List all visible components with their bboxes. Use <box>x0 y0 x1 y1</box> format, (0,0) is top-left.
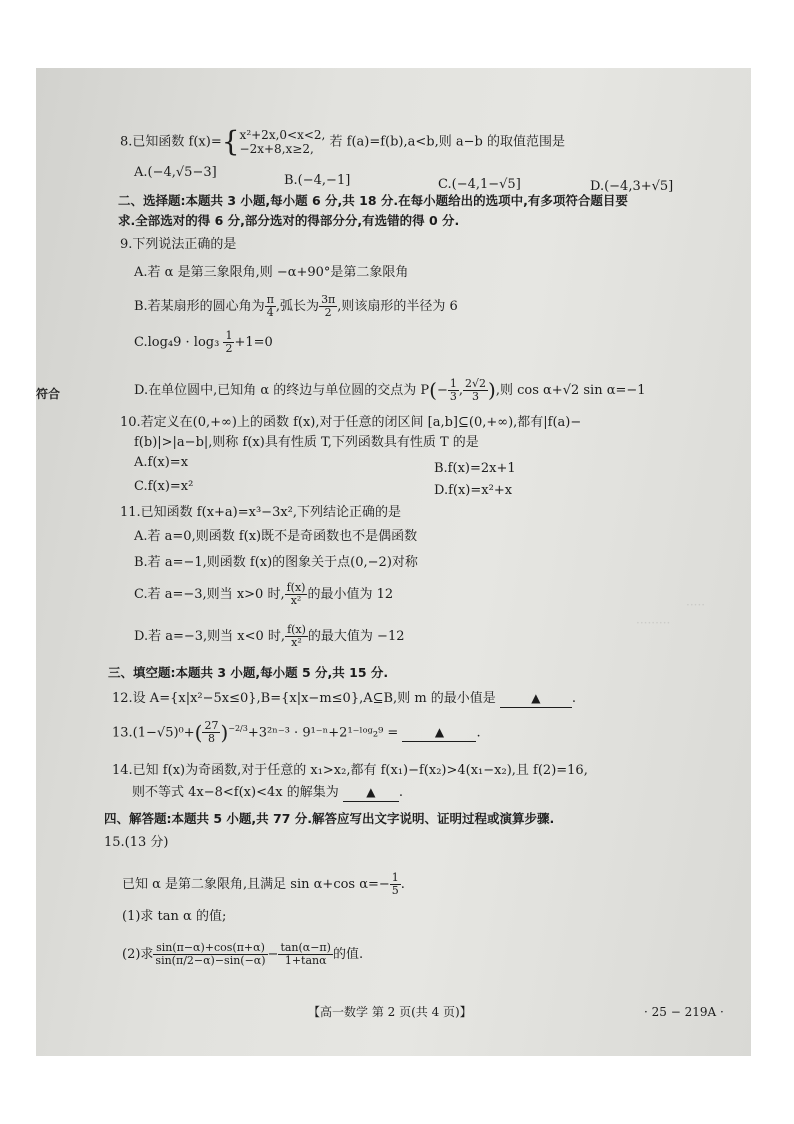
q9-stem: 9.下列说法正确的是 <box>120 237 237 252</box>
q15-given-end: . <box>400 877 405 892</box>
q8-option-b: B.(−4,−1] <box>284 173 351 188</box>
q9-b-pre: B.若某扇形的圆心角为 <box>134 299 265 314</box>
triangle-marker: ▲ <box>434 725 445 740</box>
q10-line1: 10.若定义在(0,+∞)上的函数 f(x),对于任意的闭区间 [a,b]⊆(0,+∞),都有|f(a)− <box>120 415 582 430</box>
q13-post: +3²ⁿ⁻³ · 9¹⁻ⁿ+2¹⁻ˡᵒᵍ₂⁹ = <box>247 725 399 741</box>
q9-option-d: D.在单位圆中,已知角 α 的终边与单位圆的交点为 P(− $\frac{1}{3}$ , $\frac{2√2}{3}$ ),则 cos α+√2 sin α=−1 <box>134 377 646 403</box>
q11-d-pre: D.若 a=−3,则当 x<0 时, <box>134 629 286 644</box>
footer-page-info: 【高一数学 第 2 页(共 4 页)】 <box>308 1005 472 1019</box>
q11-option-b: B.若 a=−1,则函数 f(x)的图象关于点(0,−2)对称 <box>134 555 418 570</box>
q9-d-frac1: $\frac{1}{3}$ <box>449 377 457 403</box>
q11-c-post: 的最小值为 12 <box>307 587 394 602</box>
q9-d-post: ,则 cos α+√2 sin α=−1 <box>495 383 646 398</box>
q8-option-c: C.(−4,1−√5] <box>438 177 521 192</box>
q10-option-d: D.f(x)=x²+x <box>434 483 513 498</box>
q9-d-frac2: $\frac{2√2}{3}$ <box>465 377 487 403</box>
q9-option-b <box>134 294 458 319</box>
q8-stem <box>120 125 565 158</box>
q15-part2 <box>122 942 363 967</box>
q15-part2-pre: (2)求 <box>122 947 154 962</box>
q13-pre: 13.(1−√5)⁰+ <box>112 725 195 741</box>
footer-code: · 25 − 219A · <box>644 1005 724 1019</box>
q15-given-pre: 已知 α 是第二象限角,且满足 sin α+cos α=− <box>122 877 390 892</box>
q8-stem-pre: 8.已知函数 f(x)= <box>120 134 222 150</box>
q15-part1: (1)求 tan α 的值; <box>122 909 227 924</box>
q10-line2: f(b)|>|a−b|,则称 f(x)具有性质 T,下列函数具有性质 T 的是 <box>134 435 479 450</box>
q14-line2-pre: 则不等式 4x−8<f(x)<4x 的解集为 <box>132 785 339 800</box>
q14-line2 <box>132 784 403 802</box>
q14-line1: 14.已知 f(x)为奇函数,对于任意的 x₁>x₂,都有 f(x₁)−f(x₂)>4(x₁−x₂),且 f(2)=16, <box>112 763 588 778</box>
q11-stem: 11.已知函数 f(x+a)=x³−3x²,下列结论正确的是 <box>120 505 402 520</box>
q11-c-frac: $\frac{f(x)}{\text{x²}}$ <box>286 581 306 607</box>
q15-frac2: $\frac{\tan(\alpha-\pi)}{1+\tan\alpha}$ <box>280 941 331 967</box>
q15-head: 15.(13 分) <box>104 835 169 850</box>
q12-answer-blank <box>500 690 572 708</box>
q15-given-frac: $\frac{1}{5}$ <box>391 871 399 897</box>
q8-stem-post: 若 f(a)=f(b),a<b,则 a−b 的取值范围是 <box>329 134 565 150</box>
section2-line2: 求.全部选对的得 6 分,部分选对的得部分分,有选错的得 0 分. <box>118 213 460 228</box>
side-text-fragment: 符合 <box>36 387 61 401</box>
q13-end: . <box>476 725 481 741</box>
q8-case1: x²+2x,0<x<2, <box>239 128 326 142</box>
q13-answer-blank <box>402 724 476 742</box>
q9-b-frac2: $\frac{3\pi}{2}$ <box>321 293 336 319</box>
q15-frac1: $\frac{\sin(\pi-\alpha)+\cos(\pi+\alpha)}{\sin(\pi/2-\alpha)-\sin(-\alpha)}$ <box>155 941 266 967</box>
q13-frac: $\frac{27}{8}$ <box>204 719 219 746</box>
q9-d-pre: D.在单位圆中,已知角 α 的终边与单位圆的交点为 P <box>134 383 430 398</box>
q13-exponent: −2/3 <box>228 724 248 733</box>
q12-end: . <box>571 691 577 706</box>
q10-option-c: C.f(x)=x² <box>134 479 194 494</box>
q11-c-pre: C.若 a=−3,则当 x>0 时, <box>134 587 285 602</box>
q9-c-pre: C.log₄9 · log₃ <box>134 335 220 350</box>
q10-option-b: B.f(x)=2x+1 <box>434 461 516 476</box>
q15-part2-post: 的值. <box>332 947 364 962</box>
q11-option-d <box>134 624 405 649</box>
q12 <box>112 690 576 708</box>
q15-minus: − <box>267 947 279 962</box>
q14-end: . <box>398 785 403 800</box>
q8-cases <box>240 128 326 156</box>
triangle-marker: ▲ <box>366 785 376 799</box>
q15-given <box>122 872 405 897</box>
q11-d-post: 的最大值为 −12 <box>307 629 405 644</box>
q11-d-frac: $\frac{f(x)}{\text{x²}}$ <box>287 623 306 649</box>
q12-text: 12.设 A={x|x²−5x≤0},B={x|x−m≤0},A⊆B,则 m 的最小值是 <box>112 691 496 706</box>
q9-b-mid: ,弧长为 <box>275 299 320 314</box>
q8-option-d: D.(−4,3+√5] <box>590 179 674 194</box>
q11-option-a: A.若 a=0,则函数 f(x)既不是奇函数也不是偶函数 <box>134 529 418 544</box>
q9-option-a: A.若 α 是第三象限角,则 −α+90°是第二象限角 <box>134 265 409 280</box>
q9-c-frac: $\frac{1}{2}$ <box>225 329 233 355</box>
q9-option-c <box>134 330 273 355</box>
section4-heading: 四、解答题:本题共 5 小题,共 77 分.解答应写出文字说明、证明过程或演算步骤. <box>104 811 555 826</box>
q13: 13.(1−√5)⁰+( $\frac{27}{8}$ )$^{-2/3}$+3²ⁿ⁻³ · 9¹⁻ⁿ+2¹⁻ˡᵒᵍ₂⁹ = ▲ . <box>112 719 481 746</box>
section2-heading: 二、选择题:本题共 3 小题,每小题 6 分,共 18 分.在每小题给出的选项中,有多项符合题目要 <box>118 193 628 208</box>
q9-b-frac1: $\frac{\pi}{4}$ <box>266 293 274 319</box>
q9-b-post: ,则该扇形的半径为 6 <box>337 299 458 314</box>
q9-c-post: +1=0 <box>234 335 273 350</box>
q10-option-a: A.f(x)=x <box>134 455 189 470</box>
q14-answer-blank <box>343 784 399 802</box>
triangle-marker: ▲ <box>531 691 541 705</box>
q8-brace: { <box>221 125 240 158</box>
section3-heading: 三、填空题:本题共 3 小题,每小题 5 分,共 15 分. <box>108 665 389 680</box>
q8-option-a: A.(−4,√5−3] <box>134 165 217 180</box>
q8-case2: −2x+8,x≥2, <box>239 142 314 156</box>
photographed-page: ····· ········· 8.已知函数 f(x)={ x²+2x,0<x<2, −2x+8,x≥2, 若 f(a)=f(b),a<b,则 a−b 的取值范围是 A.(−4,√5−3] B.(−4,−1] C.(−4,1−√5] D.(−4,3+√5] 二、选择题:本题共 3 小题,每小题 6 分,共 18 分.在每小题给出的选项中,有多项符合题目要 求.全部选对的得 6 分,部分选对的得部分分,有选错的得 0 分. 9.下列说法正确的是 A.若 α 是第三象限角,则 −α+90°是第二象限角 B.若某扇形的圆心角为 $\frac{\pi}{4}$ ,弧长为 $\frac{3\pi}{2}$ ,则该扇形的半径为 6 C.log₄9 · log₃ $\frac{1}{2}$ +1=0 D.在单位圆中,已知角 α 的终边与单位圆的交点为 P(− $\frac{1}{3}$ , $\frac{2√2}{3}$ ),则 cos α+√2 sin α=−1 10.若定义在(0,+∞)上的函数 f(x),对于任意的闭区间 [a,b]⊆(0,+∞),都有|f(a)− f(b)|>|a−b|,则称 f(x)具有性质 T,下列函数具有性质 T 的是 A.f(x)=x B.f(x)=2x+1 C.f(x)=x² D.f(x)=x²+x 11.已知函数 f(x+a)=x³−3x²,下列结论正确的是 A.若 a=0,则函数 f(x)既不是奇函数也不是偶函数 B.若 a=−1,则函数 f(x)的图象关于点(0,−2)对称 C.若 a=−3,则当 x>0 时, $\frac{f(x)}{\text{x²}}$ 的最小值为 12 D.若 a=−3,则当 x<0 时, $\frac{f(x)}{\text{x²}}$ 的最大值为 −12 三、填空题:本题共 3 小题,每小题 5 分,共 15 分. 12.设 A={x|x²−5x≤0},B={x|x−m≤0},A⊆B,则 m 的最小值是 ▲ . 13.(1−√5)⁰+( $\frac{27}{8}$ )$^{-2/3}$+3²ⁿ⁻³ · 9¹⁻ⁿ+2¹⁻ˡᵒᵍ₂⁹ = ▲ . 14.已知 f(x)为奇函数,对于任意的 x₁>x₂,都有 f(x₁)−f(x₂)>4(x₁−x₂),且 f(2)=16, 则不等式 4x−8<f(x)<4x 的解集为 ▲ . 四、解答题:本题共 5 小题,共 77 分.解答应写出文字说明、证明过程或演算步骤. 15.(13 分) 已知 α 是第二象限角,且满足 sin α+cos α=− $\frac{1}{5}$ . (1)求 tan α 的值; (2)求 $\frac{\sin(\pi-\alpha)+\cos(\pi+\alpha)}{\sin(\pi/2-\alpha)-\sin(-\alpha)}$ − $\frac{\tan(\alpha-\pi)}{1+\tan\alpha}$ 的值. 【高一数学 第 2 页(共 4 页)】 · 25 − 219A · <box>36 68 751 1056</box>
q11-option-c <box>134 582 393 607</box>
